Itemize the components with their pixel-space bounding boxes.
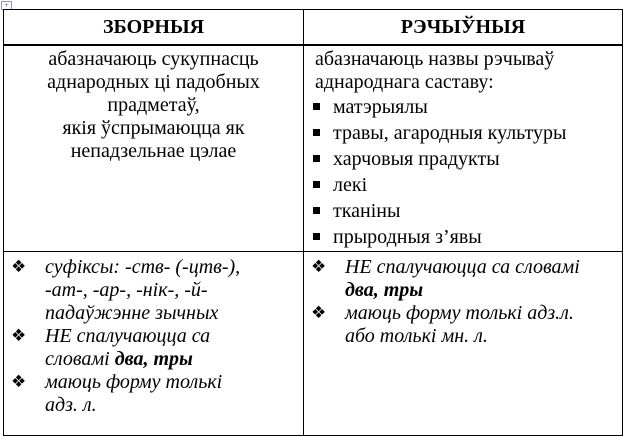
list-item: лекі [313,172,621,198]
diamond-bullet-icon: ❖ [311,303,327,323]
header-material-label: РЭЧЫЎНЫЯ [400,15,526,38]
list-item: ❖ суфіксы: -ств- (-цтв-), -ат-, -ар-, -нік-, -й- падаўжэнне зычных [11,256,241,324]
definition-line: прадметаў, [107,94,200,116]
square-bullet-icon [313,207,320,214]
diamond-bullet-icon: ❖ [11,372,27,392]
header-collective-label: ЗБОРНЫЯ [102,15,205,38]
list-item: ❖ НЕ спалучаюцца са словамі два, тры [311,256,580,301]
diamond-bullet-icon: ❖ [311,257,327,277]
emphasis-numerals: два, тры [114,348,193,370]
list-item: ❖ НЕ спалучаюцца са словамі два, тры [11,325,211,370]
diamond-bullet-icon: ❖ [11,326,27,346]
list-item: прыродныя з’явы [313,224,621,250]
definition-line: аднароднага саставу: [315,71,494,93]
definition-line: непадзельнае цэлае [70,140,237,162]
square-bullet-icon [313,129,320,136]
list-item: ❖ маюць форму толькі адз.л. або толькі мн. л. [311,302,574,347]
header-material [304,10,623,46]
material-features [304,252,623,436]
list-item: харчовыя прадукты [313,146,621,172]
square-bullet-icon [313,103,320,110]
square-bullet-icon [313,155,320,162]
table-move-handle[interactable]: + [1,1,12,10]
list-item: матэрыялы [313,94,621,120]
material-definition [304,45,623,252]
list-item: ❖ маюць форму толькі адз. л. [11,371,223,416]
collective-definition [4,45,304,252]
collective-features [4,252,304,436]
diamond-bullet-icon: ❖ [11,257,27,277]
definition-line: аднародных ці падобных [47,71,260,93]
header-collective [4,10,304,46]
definition-line: абазначаюць назвы рэчываў [315,48,555,70]
square-bullet-icon [313,233,320,240]
square-bullet-icon [313,181,320,188]
material-feature-list [305,256,621,348]
definition-line: абазначаюць сукупнасць [48,48,259,70]
list-item: травы, агародныя культуры [313,120,621,146]
emphasis-numerals: два, тры [345,279,424,301]
definition-line: якія ўспрымаюцца як [62,117,245,139]
collective-feature-list [5,256,302,417]
material-category-list [305,94,621,250]
noun-comparison-table [3,9,623,436]
list-item: тканіны [313,198,621,224]
